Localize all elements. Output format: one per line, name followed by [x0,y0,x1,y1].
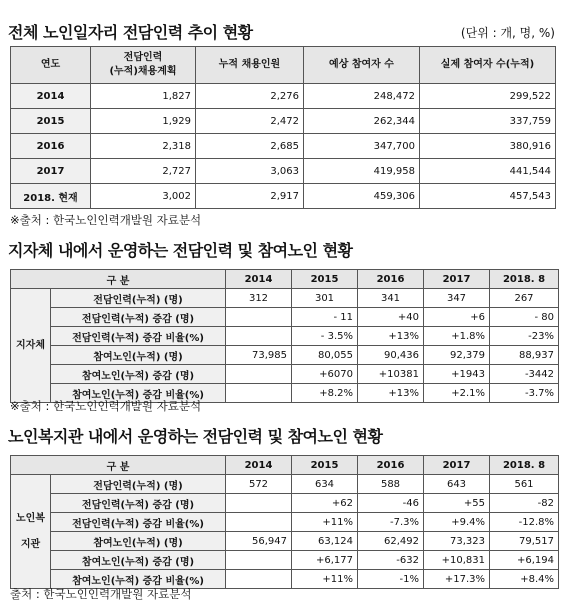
cell: +6070 [292,365,358,384]
senior-center-table [10,455,559,589]
table-row [11,327,559,346]
cell: 561 [490,475,559,494]
cell: +55 [424,494,490,513]
cell: +62 [292,494,358,513]
cell: 262,344 [304,109,420,134]
row-label: 참여노인(누적) (명) [51,346,226,365]
cell [226,570,292,589]
source-note: ※출처 : 한국노인인력개발원 자료분석 [10,213,202,227]
row-label: 전담인력(누적) 증감 비율(%) [51,513,226,532]
table-row [11,532,559,551]
cell: - 80 [490,308,559,327]
col-header: 2017 [424,456,490,475]
cell: 88,937 [490,346,559,365]
cell: 419,958 [304,159,420,184]
local-gov-table [10,269,559,403]
cell: 2,472 [196,109,304,134]
cell: +1.8% [424,327,490,346]
cell: 459,306 [304,184,420,209]
col-header: 2016 [358,456,424,475]
cell: 73,323 [424,532,490,551]
year-cell: 2018. 현재 [11,184,91,209]
cell: -3442 [490,365,559,384]
cell: +10,831 [424,551,490,570]
cell: 337,759 [420,109,556,134]
cell: +9.4% [424,513,490,532]
cell [226,513,292,532]
cell: -632 [358,551,424,570]
cell: +40 [358,308,424,327]
cell: 80,055 [292,346,358,365]
cell: 79,517 [490,532,559,551]
cell: 301 [292,289,358,308]
col-header: 2017 [424,270,490,289]
cell: 347 [424,289,490,308]
cell [226,365,292,384]
table-row [11,308,559,327]
cell: 3,063 [196,159,304,184]
cell [226,308,292,327]
source-note: 출처 : 한국노인인력개발원 자료분석 [10,587,192,601]
col-header: 예상 참여자 수 [304,47,420,84]
cell: 62,492 [358,532,424,551]
row-label: 참여노인(누적) 증감 비율(%) [51,384,226,403]
cell: +6 [424,308,490,327]
cell [226,551,292,570]
col-header: 연도 [11,47,91,84]
row-label: 전담인력(누적) 증감 비율(%) [51,327,226,346]
row-label: 전담인력(누적) 증감 (명) [51,494,226,513]
cell: 299,522 [420,84,556,109]
cell: +10381 [358,365,424,384]
col-header: 2014 [226,270,292,289]
cell: 1,929 [91,109,196,134]
cell: 1,827 [91,84,196,109]
year-cell: 2015 [11,109,91,134]
section3-title: 노인복지관 내에서 운영하는 전담인력 및 참여노인 현황 [8,427,383,446]
cell: - 3.5% [292,327,358,346]
table-row [11,365,559,384]
cell: 2,318 [91,134,196,159]
cell [226,494,292,513]
row-label: 전담인력(누적) (명) [51,475,226,494]
cell: +6,177 [292,551,358,570]
cell: +8.4% [490,570,559,589]
total-staff-table [10,46,556,209]
row-label: 참여노인(누적) 증감 (명) [51,551,226,570]
cell: 312 [226,289,292,308]
row-label: 참여노인(누적) 증감 비율(%) [51,570,226,589]
cell: -23% [490,327,559,346]
year-cell: 2017 [11,159,91,184]
cell: 588 [358,475,424,494]
cell: +13% [358,327,424,346]
table-row [11,289,559,308]
table-row [11,159,556,184]
col-header: 2014 [226,456,292,475]
col-header: 2018. 8 [490,270,559,289]
table-row [11,346,559,365]
cell: 73,985 [226,346,292,365]
cell: 572 [226,475,292,494]
cell: 441,544 [420,159,556,184]
col-header: 2016 [358,270,424,289]
cell [226,327,292,346]
cell: +11% [292,570,358,589]
cell: - 11 [292,308,358,327]
cell: -1% [358,570,424,589]
row-label: 참여노인(누적) 증감 (명) [51,365,226,384]
col-header: 구 분 [11,270,226,289]
cell: 248,472 [304,84,420,109]
cell: 2,685 [196,134,304,159]
table-row [11,551,559,570]
cell: +6,194 [490,551,559,570]
cell: -82 [490,494,559,513]
cell: 90,436 [358,346,424,365]
cell: 380,916 [420,134,556,159]
table-row [11,84,556,109]
table-row [11,109,556,134]
section2-title: 지자체 내에서 운영하는 전담인력 및 참여노인 현황 [8,241,353,260]
cell [226,384,292,403]
group-label: 노인복 지관 [11,475,51,589]
cell: 3,002 [91,184,196,209]
cell: 92,379 [424,346,490,365]
row-label: 전담인력(누적) (명) [51,289,226,308]
unit-label: (단위 : 개, 명, %) [460,26,555,40]
cell: 341 [358,289,424,308]
cell: 2,727 [91,159,196,184]
cell: 634 [292,475,358,494]
cell: -7.3% [358,513,424,532]
cell: -46 [358,494,424,513]
row-label: 참여노인(누적) (명) [51,532,226,551]
col-header: 구 분 [11,456,226,475]
col-header: 2015 [292,270,358,289]
table-header-row [11,47,556,84]
cell: 2,917 [196,184,304,209]
cell: -12.8% [490,513,559,532]
cell: 457,543 [420,184,556,209]
col-header: 실제 참여자 수(누적) [420,47,556,84]
col-header: 2015 [292,456,358,475]
col-header: 누적 채용인원 [196,47,304,84]
cell: 267 [490,289,559,308]
table-header-row [11,270,559,289]
source-note: ※출처 : 한국노인인력개발원 자료분석 [10,399,202,413]
cell: 347,700 [304,134,420,159]
cell: +13% [358,384,424,403]
table-header-row [11,456,559,475]
cell: 56,947 [226,532,292,551]
cell: 643 [424,475,490,494]
table-row [11,475,559,494]
col-header: 전담인력 (누적)채용계획 [91,47,196,84]
year-cell: 2014 [11,84,91,109]
table-row [11,134,556,159]
cell: +1943 [424,365,490,384]
table-row [11,494,559,513]
cell: +8.2% [292,384,358,403]
cell: +17.3% [424,570,490,589]
year-cell: 2016 [11,134,91,159]
cell: -3.7% [490,384,559,403]
cell: +2.1% [424,384,490,403]
cell: 2,276 [196,84,304,109]
section1-title: 전체 노인일자리 전담인력 추이 현황 [8,23,253,42]
table-row [11,184,556,209]
cell: +11% [292,513,358,532]
row-label: 전담인력(누적) 증감 (명) [51,308,226,327]
cell: 63,124 [292,532,358,551]
group-label: 지자체 [11,289,51,403]
table-row [11,513,559,532]
col-header: 2018. 8 [490,456,559,475]
